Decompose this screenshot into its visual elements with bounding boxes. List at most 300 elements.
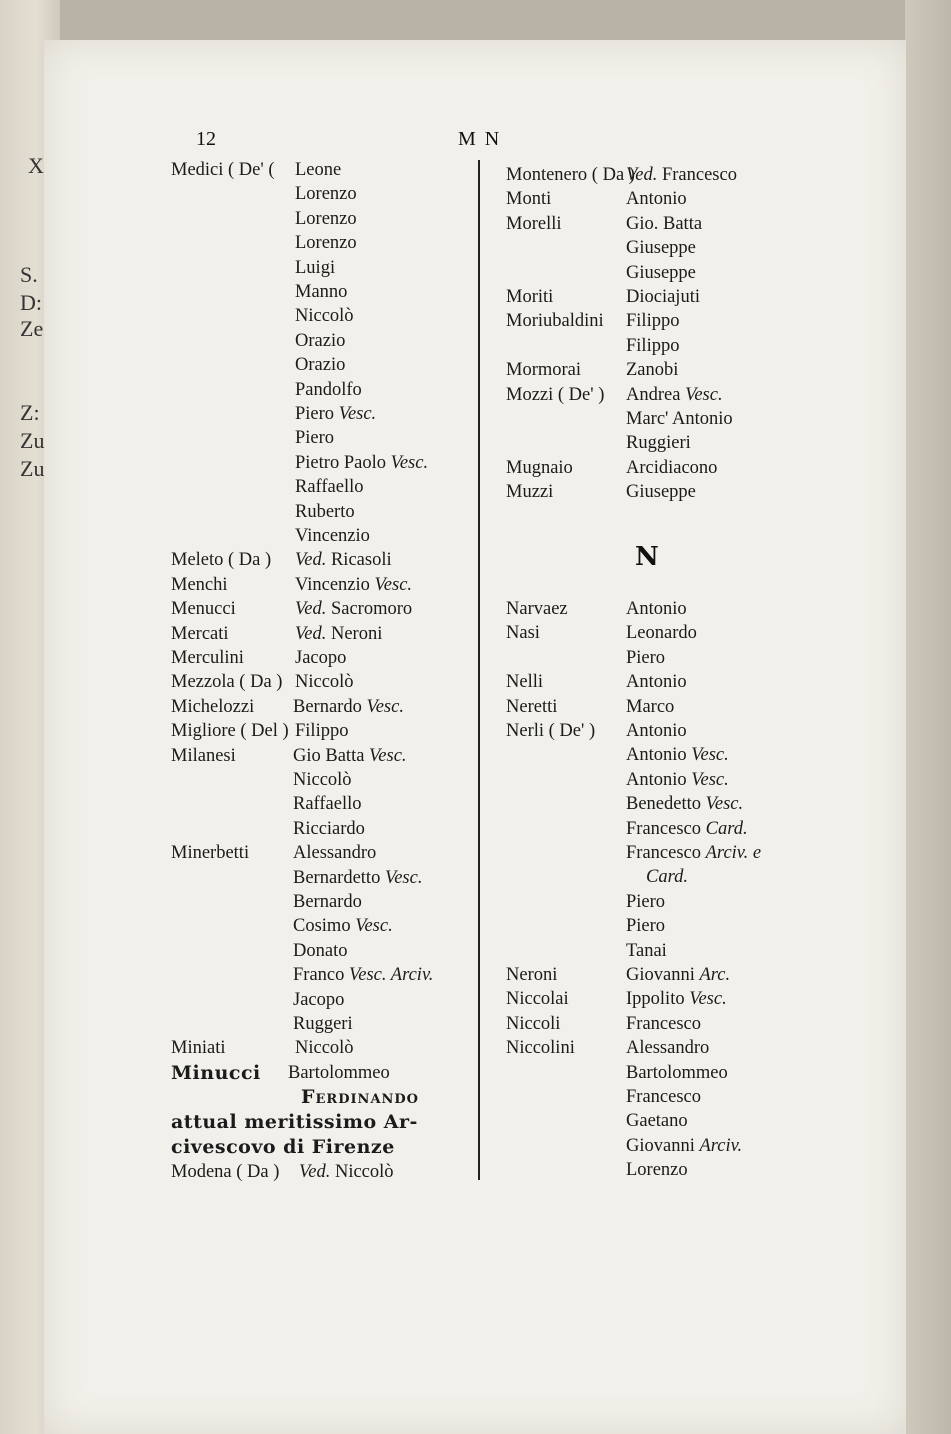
given-name: Andrea	[626, 384, 681, 405]
index-entry	[171, 939, 471, 963]
surname: Mugnaio	[506, 457, 573, 478]
index-entry	[506, 236, 806, 260]
given-name-group	[626, 914, 665, 938]
given-name-group	[626, 456, 717, 480]
archbishop-dedication-line: attual meritissimo Ar-	[171, 1111, 418, 1134]
surname: Meleto ( Da )	[171, 550, 272, 571]
given-name: Gio Batta	[293, 745, 365, 766]
surname: Mormorai	[506, 360, 582, 381]
index-entry	[506, 719, 806, 743]
given-name-group	[626, 695, 674, 719]
surname: Miniati	[171, 1038, 226, 1059]
surname: Nerli ( De' )	[506, 721, 596, 741]
given-name-group	[295, 719, 348, 743]
given-name-group	[295, 329, 345, 353]
given-name: Leone	[295, 160, 342, 180]
given-name-group	[293, 988, 344, 1012]
given-name: Bernardo	[293, 892, 362, 912]
title-note: Vesc.	[384, 867, 423, 888]
index-entry	[506, 383, 806, 407]
given-name-group	[293, 890, 362, 914]
index-entry	[506, 646, 806, 670]
given-name: Lorenzo	[626, 1160, 688, 1181]
index-entry	[171, 988, 471, 1012]
index-entry	[171, 256, 471, 280]
given-name-group	[295, 426, 334, 450]
given-name-group	[626, 621, 697, 645]
given-name-group	[295, 182, 357, 206]
given-name-group	[293, 768, 352, 792]
given-name-group	[293, 841, 376, 865]
index-entry	[506, 768, 806, 792]
index-entry	[506, 597, 806, 621]
surname: Niccolai	[506, 989, 569, 1010]
given-name: Pietro Paolo	[295, 452, 386, 473]
title-note: Vesc.	[369, 745, 407, 766]
index-entry	[506, 407, 806, 431]
given-name: Orazio	[295, 355, 346, 376]
given-name-group	[626, 431, 691, 455]
index-entry	[171, 402, 471, 426]
title-note: Vesc.	[390, 452, 429, 473]
edge-letter: Z:	[20, 400, 40, 425]
index-entry	[506, 334, 806, 358]
given-name-group	[626, 1061, 728, 1085]
given-name-group	[293, 817, 365, 841]
index-entry	[506, 212, 806, 236]
given-name: Filippo	[295, 721, 349, 742]
title-note: Vesc.	[691, 769, 729, 790]
index-entry	[506, 841, 806, 865]
index-entry	[171, 817, 471, 841]
given-name-group	[295, 1036, 354, 1060]
surname: Narvaez	[506, 599, 568, 619]
given-name-group	[626, 865, 688, 889]
given-name: Zanobi	[626, 360, 679, 381]
index-entry	[506, 1085, 806, 1109]
index-entry	[171, 597, 471, 621]
given-name: Francesco	[661, 165, 737, 185]
given-name: Giuseppe	[626, 482, 696, 503]
given-name-group	[295, 451, 428, 475]
index-entry	[506, 621, 806, 645]
given-name: Neroni	[330, 623, 383, 644]
given-name: Sacromoro	[330, 599, 413, 620]
given-name-group	[626, 407, 733, 431]
index-entry	[506, 285, 806, 309]
archbishop-dedication-line: civescovo di Firenze	[171, 1136, 395, 1159]
given-name-group	[626, 1109, 688, 1133]
back-page-edge	[905, 0, 951, 1434]
given-name: Niccolò	[295, 1038, 354, 1059]
given-name: Antonio	[626, 599, 687, 619]
given-name: Giuseppe	[626, 262, 696, 283]
given-name-group	[626, 792, 743, 816]
title-note: Arciv. e	[705, 843, 762, 863]
title-note: Arciv.	[699, 1135, 743, 1156]
given-name-group	[293, 792, 362, 816]
index-entry	[171, 670, 471, 694]
given-name: Niccolò	[295, 672, 354, 693]
given-name-group	[295, 353, 345, 377]
given-name: Bartolommeo	[626, 1062, 728, 1083]
given-name: Vincenzio	[295, 574, 370, 595]
given-name: Antonio	[626, 769, 687, 790]
surname: Nasi	[506, 623, 540, 644]
index-entry	[171, 573, 471, 597]
surname: Mercati	[171, 623, 229, 644]
index-entry	[171, 1061, 471, 1085]
given-name: Jacopo	[295, 648, 347, 668]
surname: Morelli	[506, 213, 562, 234]
given-name: Giuseppe	[626, 238, 696, 259]
index-entry	[506, 309, 806, 333]
given-name-group	[295, 402, 376, 426]
index-entry	[506, 1036, 806, 1060]
index-entry	[171, 768, 471, 792]
index-entry	[506, 743, 806, 767]
given-name: Marco	[626, 696, 675, 717]
given-name: Ricciardo	[293, 818, 365, 839]
index-entry	[506, 1061, 806, 1085]
given-name: Donato	[293, 940, 348, 961]
index-entry	[171, 378, 471, 402]
index-entry	[171, 231, 471, 255]
title-note: Vesc.	[366, 696, 404, 717]
surname: Mezzola ( Da )	[171, 672, 283, 693]
index-entry	[171, 719, 471, 743]
index-entry	[506, 480, 806, 504]
given-name-group	[626, 1012, 701, 1036]
index-entry	[171, 329, 471, 353]
given-name-group	[626, 163, 737, 187]
given-name-group	[295, 378, 362, 402]
given-name-group	[295, 573, 412, 597]
given-name: Ricasoli	[330, 550, 392, 571]
index-entry	[171, 182, 471, 206]
given-name-group	[293, 939, 347, 963]
given-name-group	[626, 890, 665, 914]
given-name: Piero	[626, 916, 666, 937]
given-name: Lorenzo	[295, 208, 357, 229]
archbishop-dedication-line: Ferdinando	[301, 1086, 420, 1109]
given-name-group	[626, 743, 729, 767]
surname: Muzzi	[506, 482, 554, 503]
given-name-group	[626, 597, 687, 621]
given-name-group	[626, 646, 665, 670]
given-name-group	[626, 383, 723, 407]
given-name-group	[626, 939, 667, 963]
reference-note: Ved.	[626, 165, 658, 185]
given-name-group	[626, 212, 702, 236]
given-name-group	[626, 841, 761, 865]
given-name-group	[293, 1012, 353, 1036]
page-number: 12	[196, 128, 216, 150]
given-name-group	[626, 670, 687, 694]
index-entry	[171, 1160, 471, 1184]
given-name-group	[295, 256, 335, 280]
given-name-group	[293, 914, 393, 938]
index-entry	[506, 914, 806, 938]
index-entry	[506, 987, 806, 1011]
given-name-group	[626, 480, 696, 504]
given-name: Alessandro	[293, 843, 377, 864]
index-entry	[171, 744, 471, 768]
surname: Migliore ( Del )	[171, 721, 289, 742]
reference-note: Ved.	[295, 599, 327, 620]
given-name: Manno	[295, 282, 348, 302]
given-name: Niccolò	[295, 306, 354, 327]
surname: Minerbetti	[171, 843, 250, 864]
index-entry	[171, 426, 471, 450]
right-column	[506, 0, 806, 1434]
surname: Niccolini	[506, 1038, 575, 1059]
surname: Monti	[506, 189, 552, 210]
given-name-group	[626, 187, 687, 211]
given-name-group	[626, 719, 687, 743]
given-name-group	[295, 622, 382, 646]
given-name-group	[295, 304, 354, 328]
section-heading-n: N	[635, 542, 659, 572]
given-name: Francesco	[626, 1013, 701, 1034]
given-name: Marc' Antonio	[626, 409, 733, 429]
given-name-group	[293, 695, 404, 719]
index-entry	[506, 1012, 806, 1036]
given-name-group	[295, 500, 355, 524]
given-name-group	[295, 280, 347, 304]
given-name: Ruberto	[295, 501, 355, 522]
title-note: Vesc.	[338, 404, 377, 424]
index-entry	[171, 914, 471, 938]
given-name: Arcidiacono	[626, 457, 718, 478]
given-name-group	[626, 358, 678, 382]
given-name: Tanai	[626, 940, 667, 961]
index-entry	[506, 792, 806, 816]
index-entry	[171, 890, 471, 914]
reference-note: Ved.	[295, 623, 327, 644]
given-name-group	[626, 1134, 742, 1158]
surname: Neroni	[506, 965, 558, 985]
surname-bold: Minucci	[171, 1061, 261, 1084]
surname: Menchi	[171, 574, 228, 595]
given-name: Leonardo	[626, 623, 697, 644]
given-name: Piero	[295, 404, 335, 424]
given-name: Piero	[295, 428, 335, 449]
title-note: Vesc.	[685, 384, 723, 405]
title-note: Vesc.	[705, 794, 744, 815]
index-entry	[171, 1012, 471, 1036]
index-entry	[506, 261, 806, 285]
given-name: Raffaello	[293, 794, 362, 815]
given-name: Luigi	[295, 257, 336, 278]
surname: Montenero ( Da )	[506, 165, 635, 185]
given-name-group	[626, 261, 696, 285]
index-entry	[171, 866, 471, 890]
title-note: Arc.	[699, 965, 731, 985]
surname: Niccoli	[506, 1013, 561, 1034]
surname: Modena ( Da )	[171, 1162, 280, 1183]
index-entry	[506, 963, 806, 987]
index-entry	[506, 695, 806, 719]
given-name: Lorenzo	[295, 184, 357, 205]
given-name: Jacopo	[293, 989, 345, 1010]
index-entry	[171, 158, 471, 182]
given-name: Lorenzo	[295, 233, 357, 254]
given-name-group	[626, 1036, 709, 1060]
given-name: Gio. Batta	[626, 213, 703, 234]
given-name: Bernardetto	[293, 867, 381, 888]
index-entry	[171, 792, 471, 816]
given-name: Filippo	[626, 335, 680, 356]
index-entry	[171, 548, 471, 572]
given-name-group	[295, 646, 346, 670]
index-entry	[171, 622, 471, 646]
given-name: Antonio	[626, 189, 687, 210]
surname: Merculini	[171, 648, 244, 668]
index-entry	[506, 187, 806, 211]
surname: Moriti	[506, 287, 554, 307]
surname: Michelozzi	[171, 696, 255, 717]
index-entry	[506, 890, 806, 914]
index-entry	[506, 163, 806, 187]
edge-letter: Zu	[20, 428, 45, 453]
edge-letter: D:	[20, 290, 42, 315]
index-entry	[506, 358, 806, 382]
given-name-group	[295, 475, 364, 499]
left-column	[171, 0, 471, 1434]
given-name: Niccolò	[293, 770, 352, 790]
given-name-group	[295, 158, 341, 182]
surname: Menucci	[171, 599, 236, 620]
given-name-group	[293, 744, 407, 768]
index-entry	[171, 524, 471, 548]
edge-letter: S.	[20, 262, 38, 287]
given-name-group	[295, 524, 370, 548]
given-name-group	[293, 866, 422, 890]
given-name-group	[626, 334, 679, 358]
title-note: Vesc.	[691, 745, 729, 766]
given-name: Piero	[626, 647, 666, 668]
index-entry	[171, 475, 471, 499]
given-name: Francesco	[626, 818, 701, 839]
given-name: Antonio	[626, 745, 687, 766]
index-entry	[506, 670, 806, 694]
given-name-group	[626, 236, 696, 260]
index-entry	[506, 817, 806, 841]
given-name-group	[626, 1085, 701, 1109]
reference-note: Ved.	[295, 550, 327, 571]
given-name: Alessandro	[626, 1038, 710, 1059]
given-name: Bartolommeo	[288, 1062, 390, 1083]
index-entry	[506, 431, 806, 455]
edge-letter: X	[28, 153, 44, 178]
given-name-group	[295, 231, 357, 255]
index-entry	[506, 1109, 806, 1133]
given-name: Orazio	[295, 330, 346, 351]
given-name: Ruggieri	[626, 433, 691, 454]
surname: Nelli	[506, 672, 543, 693]
given-name-group	[626, 285, 700, 309]
given-name: Niccolò	[334, 1162, 394, 1183]
given-name-group	[295, 207, 357, 231]
given-name-group	[295, 548, 392, 572]
given-name: Benedetto	[626, 794, 702, 815]
surname: Milanesi	[171, 745, 236, 766]
index-entry	[171, 353, 471, 377]
title-note: Card.	[646, 867, 688, 888]
index-entry	[171, 963, 471, 987]
surname: Moriubaldini	[506, 311, 604, 332]
index-entry	[171, 451, 471, 475]
edge-letter: Zu	[20, 456, 45, 481]
given-name: Vincenzio	[295, 526, 370, 546]
given-name: Diociajuti	[626, 287, 700, 307]
title-note: Vesc. Arciv.	[349, 965, 434, 986]
given-name-group	[626, 817, 748, 841]
title-note: Vesc.	[689, 989, 727, 1010]
edge-letter: Ze	[20, 316, 44, 341]
index-entry	[171, 646, 471, 670]
given-name-group	[626, 1158, 688, 1182]
given-name: Giovanni	[626, 965, 695, 985]
given-name: Francesco	[626, 843, 701, 863]
reference-note: Ved.	[299, 1162, 331, 1183]
index-entry	[171, 695, 471, 719]
given-name-group	[299, 1160, 394, 1184]
title-note: Card.	[705, 818, 748, 839]
surname: Medici ( De' (	[171, 160, 275, 180]
index-entry	[171, 841, 471, 865]
given-name: Bernardo	[293, 696, 362, 717]
index-entry	[506, 865, 806, 889]
given-name: Ruggeri	[293, 1014, 353, 1034]
given-name: Francesco	[626, 1087, 701, 1107]
given-name: Raffaello	[295, 477, 364, 498]
given-name-group	[626, 309, 679, 333]
index-entry	[171, 304, 471, 328]
index-entry	[506, 1158, 806, 1182]
given-name-group	[288, 1061, 390, 1085]
index-entry	[171, 280, 471, 304]
given-name-group	[295, 597, 412, 621]
title-note: Vesc.	[374, 574, 413, 595]
running-letters: M N	[458, 128, 502, 150]
given-name-group	[626, 963, 730, 987]
given-name-group	[626, 987, 727, 1011]
index-entry	[171, 500, 471, 524]
given-name-group	[626, 768, 729, 792]
given-name: Antonio	[626, 721, 687, 741]
given-name: Ippolito	[626, 989, 685, 1010]
given-name: Pandolfo	[295, 379, 362, 400]
given-name: Piero	[626, 891, 666, 912]
surname: Neretti	[506, 696, 558, 717]
title-note: Vesc.	[355, 916, 393, 937]
index-entry	[171, 207, 471, 231]
given-name: Franco	[293, 965, 345, 986]
given-name: Cosimo	[293, 916, 351, 937]
index-entry	[506, 456, 806, 480]
given-name: Gaetano	[626, 1111, 688, 1132]
surname: Mozzi ( De' )	[506, 384, 605, 405]
index-entry	[506, 1134, 806, 1158]
given-name: Antonio	[626, 672, 687, 693]
given-name: Filippo	[626, 311, 680, 332]
index-entry	[171, 1036, 471, 1060]
column-divider	[478, 160, 480, 1180]
given-name: Giovanni	[626, 1135, 695, 1156]
index-entry	[506, 939, 806, 963]
